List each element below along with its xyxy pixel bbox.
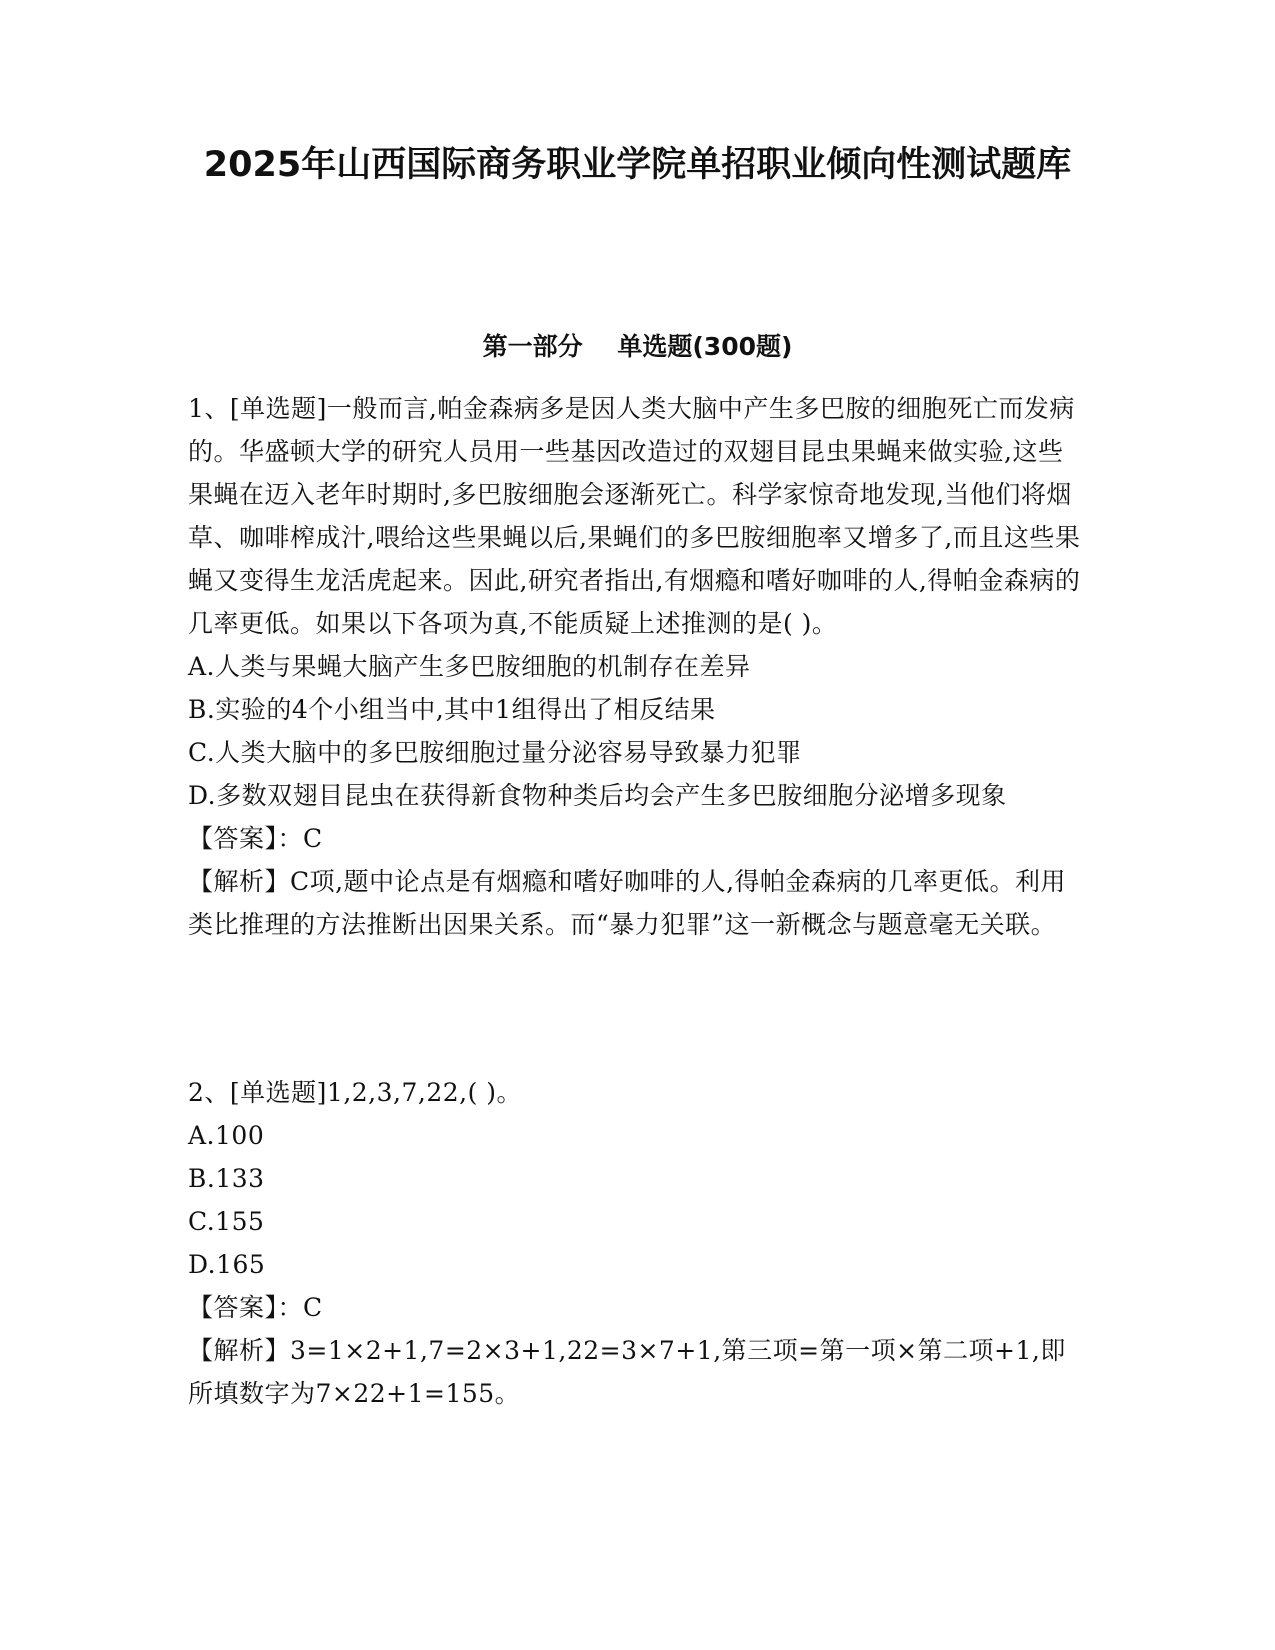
option-a: A.人类与果蝇大脑产生多巴胺细胞的机制存在差异 xyxy=(188,652,751,681)
question-stem: 1、[单选题]一般而言,帕金森病多是因人类大脑中产生多巴胺的细胞死亡而发病的。华盛顿大学的研究人员用一些基因改造过的双翅目昆虫果蝇来做实验,这些果蝇在迈入老年时期时,多巴胺细胞会逐渐死亡。科学家惊奇地发现,当他们将烟草、咖啡榨成汁,喂给这些果蝇以后,果蝇们的多巴胺细胞率又增多了,而且这些果蝇又变得生龙活虎起来。因此,研究者指出,有烟瘾和嗜好咖啡的人,得帕金森病的几率更低。如果以下各项为真,不能质疑上述推测的是( )。 xyxy=(188,394,1081,638)
answer: 【答案】：C xyxy=(188,824,323,853)
question-stem: 2、[单选题]1,2,3,7,22,( )。 xyxy=(188,1078,523,1107)
question-1 xyxy=(188,387,1083,946)
question-2 xyxy=(188,1071,1083,1415)
option-b: B.133 xyxy=(188,1164,265,1193)
option-d: D.165 xyxy=(188,1250,266,1279)
option-c: C.155 xyxy=(188,1207,265,1236)
document-title: 2025年山西国际商务职业学院单招职业倾向性测试题库 xyxy=(203,145,1072,185)
option-d: D.多数双翅目昆虫在获得新食物种类后均会产生多巴胺细胞分泌增多现象 xyxy=(188,781,1007,810)
analysis: 【解析】3=1×2+1,7=2×3+1,22=3×7+1,第三项=第一项×第二项+1,即所填数字为7×22+1=155。 xyxy=(188,1336,1066,1408)
option-b: B.实验的4个小组当中,其中1组得出了相反结果 xyxy=(188,695,716,724)
option-c: C.人类大脑中的多巴胺细胞过量分泌容易导致暴力犯罪 xyxy=(188,738,802,767)
section-title: 第一部分 单选题(300题) xyxy=(482,332,793,361)
option-a: A.100 xyxy=(188,1121,265,1150)
answer: 【答案】：C xyxy=(188,1293,323,1322)
analysis: 【解析】C项,题中论点是有烟瘾和嗜好咖啡的人,得帕金森病的几率更低。利用类比推理的方法推断出因果关系。而“暴力犯罪”这一新概念与题意毫无关联。 xyxy=(188,867,1067,939)
